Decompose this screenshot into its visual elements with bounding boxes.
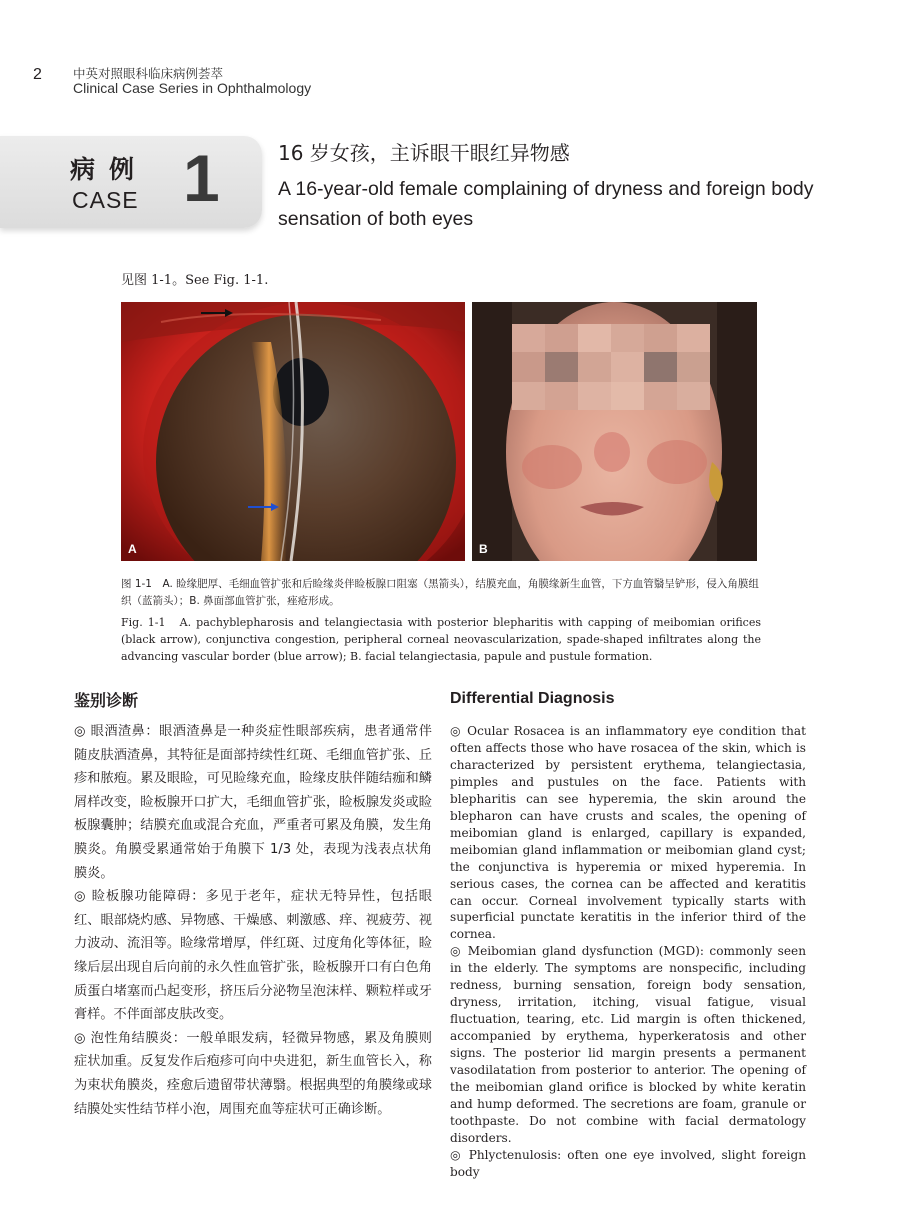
face-photo — [472, 302, 757, 561]
case-title-en: A 16-year-old female complaining of dryness and foreign body sensation of both eyes — [278, 178, 814, 230]
panel-label-b: B — [479, 542, 488, 556]
pixelated-eye-region — [512, 324, 710, 410]
paragraph-mgd-en: ◎ Meibomian gland dysfunction (MGD): commonly seen in the elderly. The symptoms are nonspecific, including redness, burning sensation, foreign body sensation, dryness, irritation, itching, visual fatigue, visual fluctuation, tearing, etc. Lid margin is often thickened, accompanied by erythema, hyperkeratosis and other signs. The posterior lid margin presents a permanent vasodilatation from posterior to anterior. The opening of the meibomian gland orifice is blocked by white keratin and hump deformed. The secretions are foam, granule or toothpaste. Do not combine with facial dermatology disorders. — [450, 944, 806, 1145]
figure-reference: 见图 1-1。See Fig. 1-1. — [121, 273, 269, 288]
figure-panel-a — [121, 302, 465, 561]
figure-caption-cn: 图 1-1 A. 睑缘肥厚、毛细血管扩张和后睑缘炎伴睑板腺口阻塞（黑箭头），结膜充血，角膜缘新生血管，下方血管翳呈铲形，侵入角膜组织（蓝箭头）；B. 鼻面部血管扩张，痤疮形成。 — [121, 578, 759, 607]
figure-panel-b — [472, 302, 757, 561]
paragraph-rosacea-en: ◎ Ocular Rosacea is an inflammatory eye condition that often affects those who have rosacea of the skin, which is characterized by persistent erythema, telangiectasia, pimples and pustules on the face. Patients with blepharitis can see hyperemia, the skin around the blepharon can have crusts and scales, the opening of meibomian gland is enlarged, capillary is expanded, meibomian gland inflammation or meibomian gland cyst; the conjunctiva is hyperemia or mixed hyperemia. In serious cases, the cornea can be affected and keratitis can occur. Corneal involvement typically starts with superficial punctate keratitis in the inferior third of the cornea. — [450, 724, 806, 942]
figure-caption-en: Fig. 1-1 A. pachyblepharosis and telangiectasia with posterior blepharitis with capping of meibomian orifices (black arrow), conjunctiva congestion, peripheral corneal neovascularization, spade-shaped infiltrates along the advancing vascular border (blue arrow); B. facial telangiectasia, papule and pustule formation. — [121, 616, 761, 663]
page-number: 2 — [33, 66, 42, 83]
case-label-cn: 病例 — [70, 155, 149, 184]
section-heading-cn: 鉴别诊断 — [74, 691, 139, 710]
case-tab — [0, 136, 262, 228]
section-heading-en: Differential Diagnosis — [450, 690, 615, 707]
right-column — [450, 723, 806, 1181]
series-title-en: Clinical Case Series in Ophthalmology — [73, 80, 312, 96]
case-title-cn: 16 岁女孩，主诉眼干眼红异物感 — [278, 141, 570, 165]
left-column — [74, 720, 432, 1121]
paragraph-phlyctenulosis-en: ◎ Phlyctenulosis: often one eye involved, slight foreign body — [450, 1147, 806, 1179]
panel-label-a: A — [128, 542, 137, 556]
eye-photo — [121, 302, 465, 561]
series-title-cn: 中英对照眼科临床病例荟萃 — [73, 66, 224, 81]
case-number: 1 — [183, 141, 220, 215]
paragraph-rosacea-cn: ◎ 眼酒渣鼻：眼酒渣鼻是一种炎症性眼部疾病，患者通常伴随皮肤酒渣鼻，其特征是面部持续性红斑、毛细血管扩张、丘疹和脓疱。累及眼睑，可见睑缘充血，睑缘皮肤伴随结痂和鳞屑样改变，睑板腺开口扩大，毛细血管扩张，睑板腺发炎或睑板腺囊肿；结膜充血或混合充血，严重者可累及角膜，发生角膜炎。角膜受累通常始于角膜下 1/3 处，表现为浅表点状角膜炎。 — [74, 724, 432, 881]
paragraph-phlyctenulosis-cn: ◎ 泡性角结膜炎：一般单眼发病，轻微异物感，累及角膜则症状加重。反复发作后疱疹可向中央进犯，新生血管长入，称为束状角膜炎，痊愈后遗留带状薄翳。根据典型的角膜缘或球结膜处实性结节样小泡，周围充血等症状可正确诊断。 — [74, 1030, 432, 1117]
case-label-en: CASE — [72, 187, 139, 213]
paragraph-mgd-cn: ◎ 睑板腺功能障碍：多见于老年，症状无特异性，包括眼红、眼部烧灼感、异物感、干燥感、刺激感、痒、视疲劳、视力波动、流泪等。睑缘常增厚，伴红斑、过度角化等体征，睑缘后层出现自后向前的永久性血管扩张，睑板腺开口有白色角质蛋白堵塞而凸起变形，挤压后分泌物呈泡沫样、颗粒样或牙膏样。不伴面部皮肤改变。 — [74, 889, 432, 1023]
